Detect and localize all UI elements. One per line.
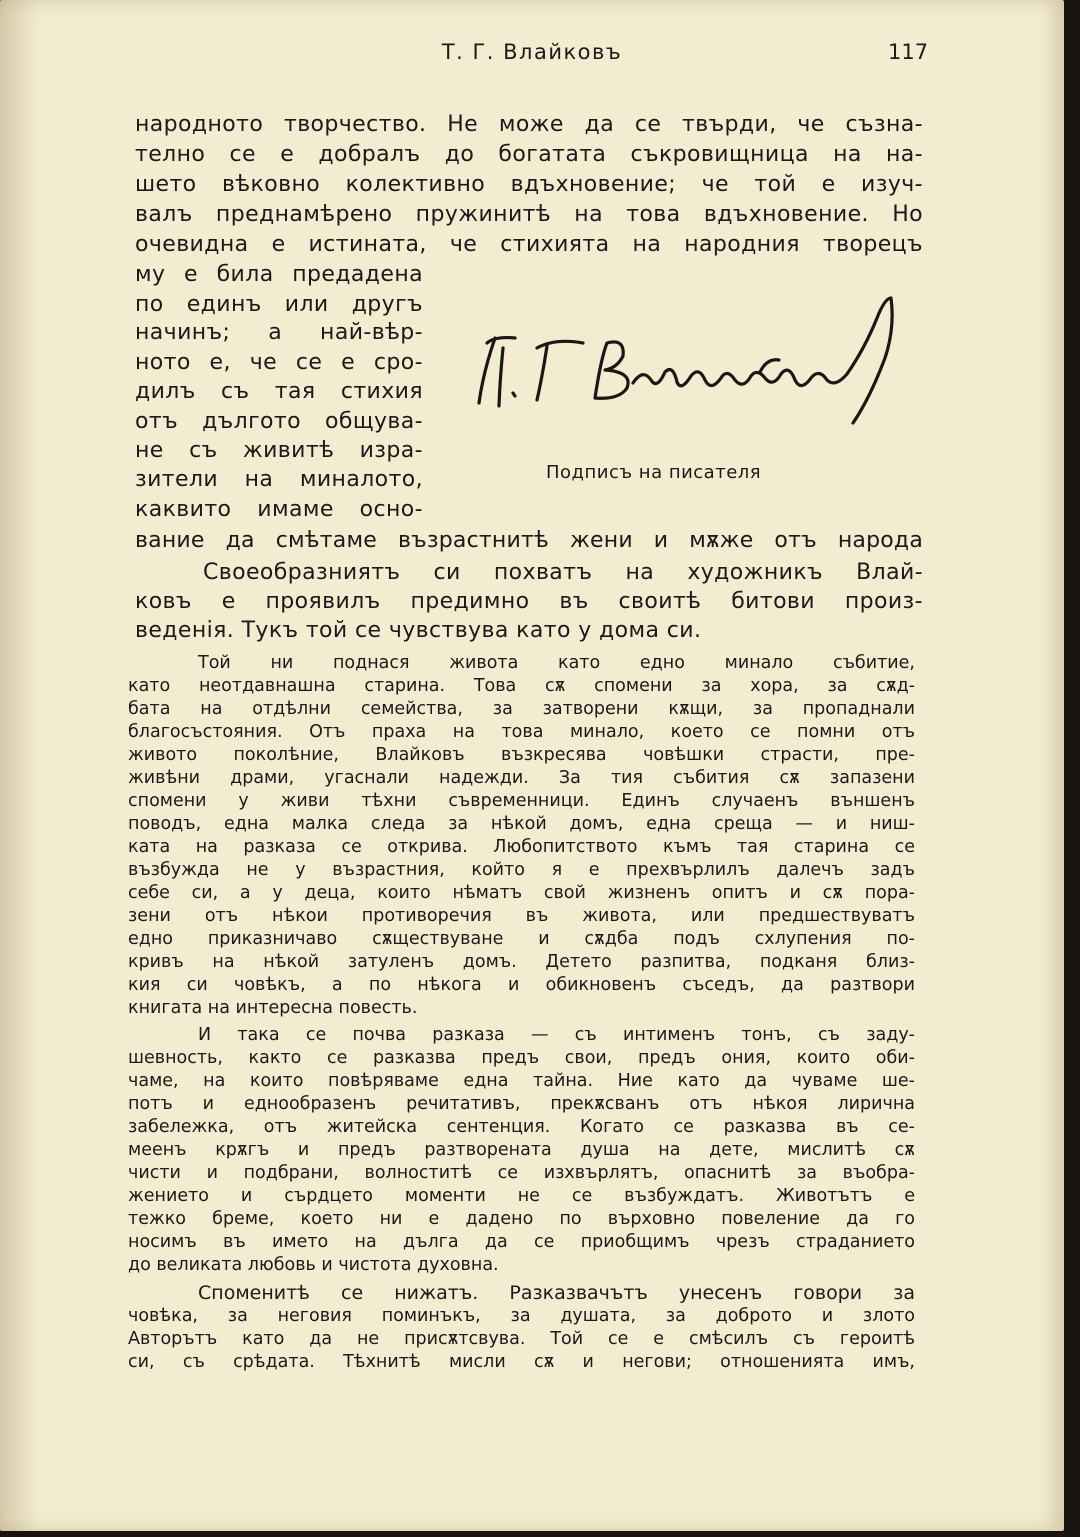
signature-caption: Подписъ на писателя (546, 462, 762, 483)
text-line: зители на миналото, (135, 467, 423, 492)
text-line: благосъстояния. Отъ праха на това минало, което се помни отъ (128, 722, 915, 742)
text-line: носимъ въ името на дълга да се приобщимъ чрезъ страданието (128, 1232, 915, 1252)
text-line: вание да смѣтаме възрастнитѣ жени и мѫже отъ народа (135, 528, 923, 553)
text-line: поводъ, една малка следа за нѣкой домъ, една среща — и ниш- (128, 814, 915, 834)
text-line: потъ и еднообразенъ речитативъ, прекѫсванъ отъ нѣкоя лирична (128, 1094, 915, 1114)
text-line: И така се почва разказа — съ интименъ тонъ, съ заду- (198, 1025, 915, 1045)
text-line: живото поколѣние, Влайковъ възкресява човѣшки страсти, пре- (128, 745, 915, 765)
text-line: шевность, както се разказва предъ свои, предъ ония, които оби- (128, 1048, 915, 1068)
page-number: 117 (888, 40, 929, 64)
text-line: едно приказничаво сѫществуване и сѫдба подъ схлупения по- (128, 929, 915, 949)
text-line: чаме, на които повѣряваме една тайна. Ние като да чуваме ше- (128, 1071, 915, 1091)
text-line: ковъ е проявилъ предимно въ своитѣ битови произ- (135, 589, 923, 614)
text-line: по единъ или другъ (135, 292, 423, 317)
text-line: бата на отдѣлни семейства, за затворени кѫщи, за пропаднали (128, 699, 915, 719)
text-line: не съ живитѣ изра- (135, 438, 423, 463)
text-line: дилъ съ тая стихия (135, 379, 423, 404)
text-line: народното творчество. Не може да се твърди, че съзна- (135, 112, 923, 137)
text-line: себе си, а у деца, които нѣматъ свой жизненъ опитъ и сѫ пора- (128, 883, 915, 903)
text-line: жението и сърдцето моменти не се възбуждатъ. Животътъ е (128, 1186, 915, 1206)
text-line: тежко бреме, което ни е дадено по върховно повеление да го (128, 1209, 915, 1229)
text-line: шето вѣковно колективно вдъхновение; че той е изуч- (135, 172, 923, 197)
text-line: Своеобразниятъ си похватъ на художникъ Влай- (203, 560, 923, 585)
text-line: човѣка, за неговия поминъкъ, за душата, за доброто и злото (128, 1306, 915, 1326)
text-line: Той ни поднася живота като едно минало събитие, (198, 653, 915, 673)
text-line: живѣни драми, угаснали надежди. За тия събития сѫ запазени (128, 768, 915, 788)
text-line: веденія. Тукъ той се чувствува като у дома си. (135, 618, 702, 643)
text-line: като неотдавнашна старина. Това сѫ спомени за хора, за сѫд- (128, 676, 915, 696)
running-head: Т. Г. Влайковъ (441, 40, 623, 64)
text-line: очевидна е истината, че стихията на народния творецъ (135, 232, 923, 257)
text-line: му е била предадена (135, 262, 423, 287)
text-line: кривъ на нѣкой затуленъ домъ. Детето разпитва, подканя близ- (128, 952, 915, 972)
text-line: меенъ крѫгъ и предъ разтворената душа на дете, мислитѣ сѫ (128, 1140, 915, 1160)
text-line: Авторътъ като да не присѫтсвува. Той се е смѣсилъ съ героитѣ (128, 1329, 915, 1349)
text-line: Споменитѣ се нижатъ. Разказвачътъ унесенъ говори за (198, 1282, 915, 1304)
text-line: спомени у живи тѣхни съвременници. Единъ случаенъ външенъ (128, 791, 915, 811)
text-line: каквито имаме осно- (135, 497, 423, 522)
text-line: ното е, че се е сро- (135, 350, 423, 375)
page-shadow (0, 0, 40, 1531)
text-line: чисти и подбрани, волноститѣ се изхвърлятъ, опаснитѣ за въобра- (128, 1163, 915, 1183)
text-line: валъ преднамѣрено пружинитѣ на това вдъхновение. Но (135, 202, 923, 227)
text-line: телно се е добралъ до богатата съкровищница на на- (135, 142, 923, 167)
text-line: зени отъ нѣкои противоречия въ живота, или предшествуватъ (128, 906, 915, 926)
text-line: кия си човѣкъ, а по нѣкога и обикновенъ съседъ, да разтвори (128, 975, 915, 995)
text-line: ката на разказа се открива. Любопитството къмъ тая старина се (128, 837, 915, 857)
text-line: отъ дългото общува- (135, 409, 423, 434)
author-signature-image (455, 288, 905, 428)
text-line: начинъ; а най-вѣр- (135, 320, 423, 345)
text-line: книгата на интересна повесть. (128, 998, 418, 1018)
text-line: до великата любовь и чистота духовна. (128, 1255, 499, 1275)
text-line: си, съ срѣдата. Тѣхнитѣ мисли сѫ и негови; отношенията имъ, (128, 1352, 915, 1372)
text-line: възбужда не у възрастния, който я е прехвърлилъ далечъ задъ (128, 860, 915, 880)
text-line: забележка, отъ житейска сентенция. Когато се разказва въ се- (128, 1117, 915, 1137)
